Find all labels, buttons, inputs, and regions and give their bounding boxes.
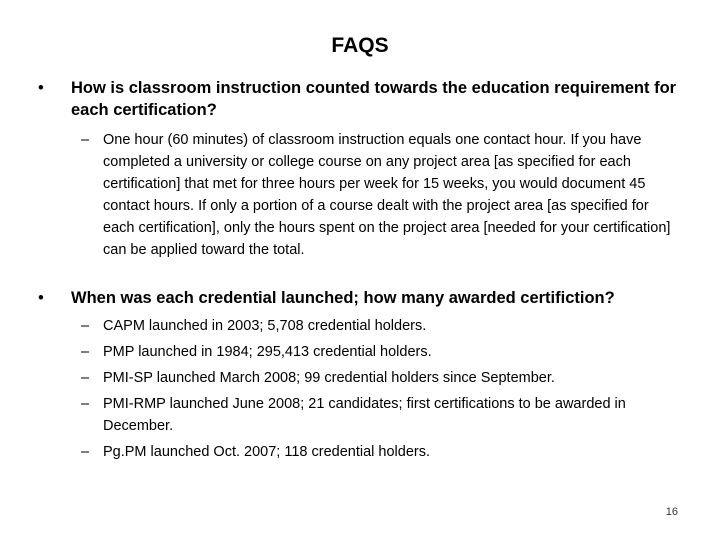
bullet-marker: • — [38, 79, 44, 97]
credential-item-text: CAPM launched in 2003; 5,708 credential holders. — [103, 318, 427, 334]
faq-question-1-text: How is classroom instruction counted towards the education requirement for each certification? — [71, 79, 677, 119]
faq-question-2-text: When was each credential launched; how many awarded certifiction? — [71, 289, 615, 307]
slide-title: FAQS — [331, 34, 389, 57]
credential-item-text: Pg.PM launched Oct. 2007; 118 credential holders. — [103, 444, 430, 460]
credential-item-pmi-rmp — [81, 393, 681, 437]
faq-answer-1 — [81, 129, 681, 261]
dash-marker: – — [81, 318, 90, 334]
credential-item-capm — [81, 315, 681, 337]
bullet-marker: • — [38, 289, 44, 307]
credential-list — [81, 315, 681, 467]
faq-question-2 — [38, 287, 678, 309]
faq-answer-1-text: One hour (60 minutes) of classroom instruction equals one contact hour. If you have completed a university or college course on any project area [as specified for each certification] that met for three hours per week for 15 weeks, you would document 45 contact hours. If only a portion of a course dealt with the project area [as specified for each certification], only the hours spent on the project area [needed for your certification] can be applied toward the total. — [103, 132, 671, 258]
dash-marker: – — [81, 370, 90, 386]
credential-item-pgpm — [81, 441, 681, 463]
credential-item-pmi-sp — [81, 367, 681, 389]
credential-item-text: PMP launched in 1984; 295,413 credential holders. — [103, 344, 432, 360]
dash-marker: – — [81, 344, 90, 360]
credential-item-pmp — [81, 341, 681, 363]
dash-marker: – — [81, 132, 90, 148]
credential-item-text: PMI-SP launched March 2008; 99 credential holders since September. — [103, 370, 555, 386]
faq-question-1 — [38, 77, 678, 121]
dash-marker: – — [81, 396, 90, 412]
credential-item-text: PMI-RMP launched June 2008; 21 candidates; first certifications to be awarded in December. — [103, 396, 626, 434]
page-number: 16 — [665, 506, 678, 518]
dash-marker: – — [81, 444, 90, 460]
